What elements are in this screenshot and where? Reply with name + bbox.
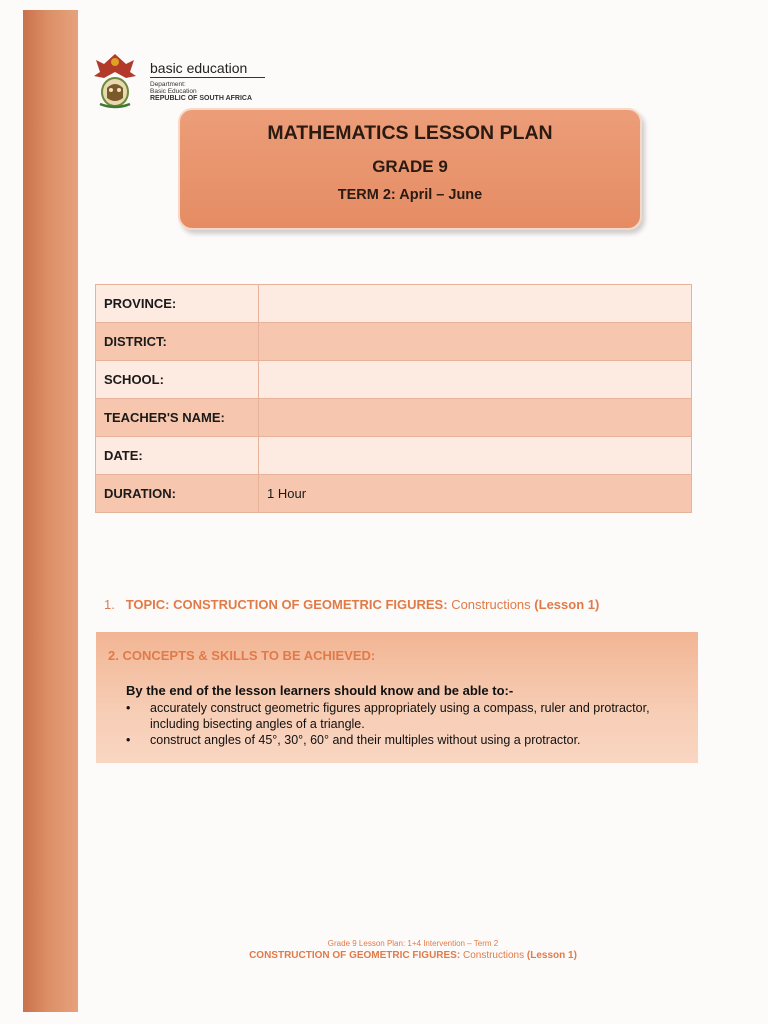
grade-label: GRADE 9 [372, 157, 448, 176]
list-item: • accurately construct geometric figures appropriately using a compass, ruler and protractor, including bisecting angles of a triangle. [126, 700, 666, 732]
footer-line: Grade 9 Lesson Plan: 1+4 Intervention – Term 2 [327, 939, 499, 948]
concepts-heading: 2. CONCEPTS & SKILLS TO BE ACHIEVED: [108, 648, 376, 663]
footer-topic [58, 950, 768, 961]
district-value [259, 323, 692, 361]
department-logo [90, 50, 290, 112]
concepts-box [96, 632, 698, 763]
footer-topic-subject: Constructions [462, 950, 525, 961]
list-item: • construct angles of 45°, 30°, 60° and their multiples without using a protractor. [126, 732, 666, 748]
concepts-intro: By the end of the lesson learners should know and be able to:- [126, 683, 514, 698]
page-footer [0, 939, 768, 961]
duration-label: DURATION: [96, 475, 259, 513]
teacher-name-label: TEACHER'S NAME: [96, 399, 259, 437]
topic-heading [104, 597, 599, 612]
topic-number: 1. [104, 597, 115, 612]
date-value [259, 437, 692, 475]
logo-title: basic education [150, 60, 265, 78]
concepts-list [126, 700, 666, 748]
logo-country: REPUBLIC OF SOUTH AFRICA [150, 95, 253, 102]
table-row-duration [96, 475, 692, 513]
coat-of-arms-icon [90, 50, 140, 110]
term-label: TERM 2: April – June [337, 187, 483, 203]
table-row-school [96, 361, 692, 399]
footer-topic-lesson: (Lesson 1) [526, 950, 577, 961]
footer-topic-label: CONSTRUCTION OF GEOMETRIC FIGURES: [249, 950, 461, 961]
table-row-date [96, 437, 692, 475]
table-row-province [96, 285, 692, 323]
side-decoration-bar [23, 10, 78, 1012]
topic-subject: Constructions [451, 597, 531, 612]
province-value [259, 285, 692, 323]
province-label: PROVINCE: [96, 285, 259, 323]
topic-label: TOPIC: CONSTRUCTION OF GEOMETRIC FIGURES: [125, 597, 448, 612]
school-value [259, 361, 692, 399]
title-box [178, 108, 642, 230]
logo-department-name: Basic Education [150, 88, 197, 95]
district-label: DISTRICT: [96, 323, 259, 361]
topic-lesson: (Lesson 1) [534, 597, 600, 612]
table-row-district [96, 323, 692, 361]
table-row-teacher [96, 399, 692, 437]
logo-department-label: Department: [150, 81, 186, 88]
date-label: DATE: [96, 437, 259, 475]
duration-value: 1 Hour [259, 475, 692, 513]
page-title: MATHEMATICS LESSON PLAN [267, 122, 553, 144]
lesson-info-table [95, 284, 692, 513]
school-label: SCHOOL: [96, 361, 259, 399]
teacher-name-value [259, 399, 692, 437]
